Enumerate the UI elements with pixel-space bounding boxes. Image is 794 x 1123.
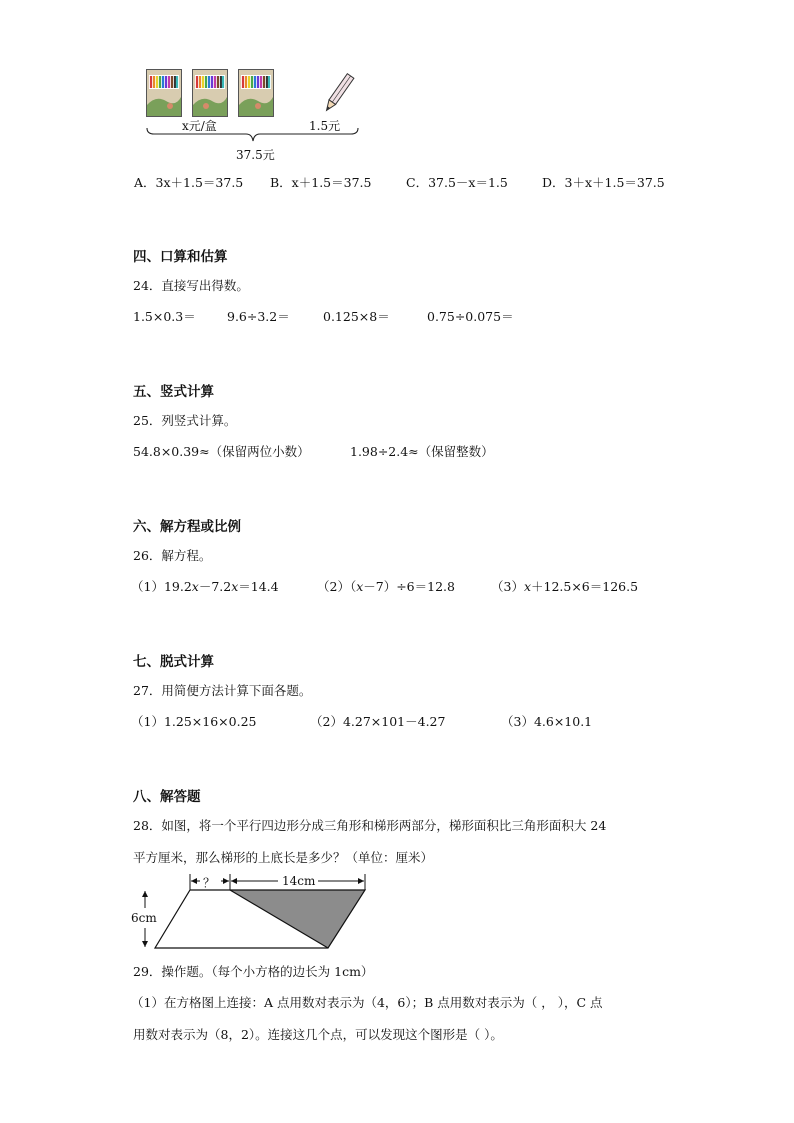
simplify-item: （2）4.27×101－4.27 bbox=[310, 714, 446, 729]
section-5-title: 五、竖式计算 bbox=[133, 384, 214, 400]
question-27: 27．用简便方法计算下面各题。 bbox=[133, 683, 312, 698]
equation-item: （1）19.2𝑥－7.2𝑥＝14.4 bbox=[131, 579, 279, 594]
option-c: C．37.5－x＝1.5 bbox=[406, 175, 508, 190]
question-24: 24．直接写出得数。 bbox=[133, 278, 249, 293]
question-29: 29．操作题。（每个小方格的边长为 1cm） bbox=[133, 964, 374, 979]
pencil-icon bbox=[320, 72, 356, 116]
simplify-item: （1）1.25×16×0.25 bbox=[131, 714, 257, 729]
section-7-title: 七、脱式计算 bbox=[133, 654, 214, 670]
unknown-top-label: ？ bbox=[203, 876, 216, 890]
question-28-line1: 28．如图，将一个平行四边形分成三角形和梯形两部分，梯形面积比三角形面积大 24 bbox=[133, 818, 607, 833]
option-a: A．3x＋1.5＝37.5 bbox=[134, 175, 244, 190]
calc-item: 0.75÷0.075＝ bbox=[427, 309, 514, 324]
crayon-box-icon bbox=[146, 69, 182, 117]
calc-item: 9.6÷3.2＝ bbox=[227, 309, 290, 324]
vertical-calc-item: 54.8×0.39≈（保留两位小数） bbox=[133, 444, 310, 459]
crayon-box-icon bbox=[192, 69, 228, 117]
pencil-price-label: 1.5元 bbox=[309, 119, 341, 133]
crayon-box-icon bbox=[238, 69, 274, 117]
section-6-title: 六、解方程或比例 bbox=[133, 519, 241, 535]
height-label: 6cm bbox=[131, 911, 157, 925]
top-length-label: 14cm bbox=[282, 874, 316, 888]
box-price-label: x元/盒 bbox=[182, 119, 217, 133]
option-d: D．3＋x＋1.5＝37.5 bbox=[542, 175, 665, 190]
section-8-title: 八、解答题 bbox=[133, 789, 201, 805]
calc-item: 1.5×0.3＝ bbox=[133, 309, 196, 324]
question-29-1-line2: 用数对表示为（8，2）。连接这几个点，可以发现这个图形是（ ）。 bbox=[133, 1027, 503, 1042]
simplify-item: （3）4.6×10.1 bbox=[501, 714, 593, 729]
parallelogram-diagram bbox=[128, 872, 378, 952]
question-26: 26．解方程。 bbox=[133, 548, 212, 563]
question-28-line2: 平方厘米，那么梯形的上底长是多少？（单位：厘米） bbox=[133, 850, 434, 865]
calc-item: 0.125×8＝ bbox=[323, 309, 390, 324]
total-price-label: 37.5元 bbox=[236, 148, 275, 162]
equation-item: （3）𝑥＋12.5×6＝126.5 bbox=[491, 579, 639, 594]
section-4-title: 四、口算和估算 bbox=[133, 249, 228, 265]
vertical-calc-item: 1.98÷2.4≈（保留整数） bbox=[350, 444, 494, 459]
question-25: 25．列竖式计算。 bbox=[133, 413, 237, 428]
question-29-1-line1: （1）在方格图上连接：A 点用数对表示为（4，6）；B 点用数对表示为（ ， ），C 点 bbox=[131, 995, 603, 1010]
option-b: B．x＋1.5＝37.5 bbox=[270, 175, 372, 190]
equation-item: （2）（𝑥－7）÷6＝12.8 bbox=[317, 579, 455, 594]
shaded-triangle bbox=[230, 890, 365, 948]
